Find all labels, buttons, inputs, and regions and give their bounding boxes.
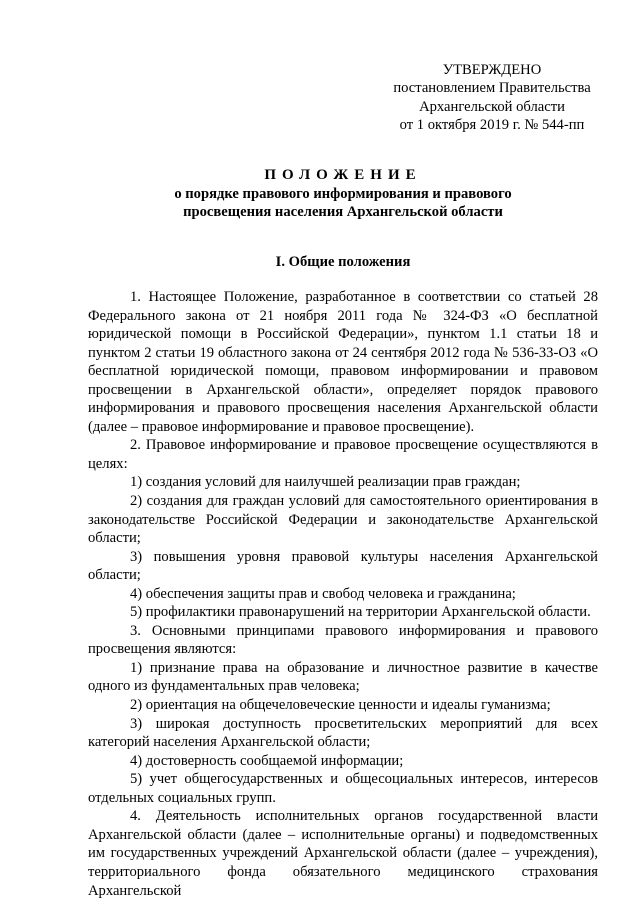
paragraph: 1) создания условий для наилучшей реализации прав граждан;	[130, 474, 521, 491]
document-title-heading: ПОЛОЖЕНИЕ	[264, 167, 422, 183]
paragraph: 2) ориентация на общечеловеческие ценности и идеалы гуманизма;	[130, 697, 551, 714]
approval-line-date: от 1 октября 2019 г. № 544-пп	[399, 117, 585, 134]
paragraph: 5) учет общегосударственных и общесоциальных интересов, интересов отдельных социальных групп.	[88, 771, 598, 806]
paragraph: 4. Деятельность исполнительных органов государственной власти Архангельской области (далее – исполнительные органы) и подведомственных им государственных учреждений Архангельской области (далее – учреждения), территориального фонда обязательного медицинского страхования Архангельской	[88, 808, 598, 899]
approval-stamp	[372, 61, 612, 135]
paragraph: 5) профилактики правонарушений на территории Архангельской области.	[130, 604, 591, 621]
paragraph: 3) широкая доступность просветительских мероприятий для всех категорий населения Архангельской области;	[88, 715, 598, 751]
document-title	[88, 166, 598, 222]
approval-line-region: Архангельской области	[419, 98, 565, 115]
approval-line-by-decree: постановлением Правительства	[393, 80, 591, 97]
paragraph: 4) достоверность сообщаемой информации;	[130, 752, 404, 769]
document-subtitle-line-1: о порядке правового информирования и правового	[174, 185, 512, 202]
paragraph: 4) обеспечения защиты прав и свобод человека и гражданина;	[130, 585, 516, 602]
paragraph: 2) создания для граждан условий для самостоятельного ориентирования в законодательстве Российской Федерации и законодательстве Архангельской области;	[88, 493, 598, 547]
document-subtitle-line-2: просвещения населения Архангельской области	[183, 204, 503, 221]
paragraph: 1. Настоящее Положение, разработанное в соответствии со статьей 28 Федерального закона от 21 ноября 2011 года № 324-ФЗ «О бесплатной юридической помощи в Российской Федерации», пунктом 1.1 статьи 18 и пунктом 2 статьи 19 областного закона от 24 сентября 2012 года № 536-33-ОЗ «О бесплатной юридической помощи, правовом информировании и правовом просвещении в Архангельской области», определяет порядок правового информирования и правового просвещения населения Архангельской области (далее – правовое информирование и правовое просвещение).	[88, 289, 598, 435]
approval-line-approved: УТВЕРЖДЕНО	[442, 62, 542, 78]
document-body	[88, 288, 598, 900]
paragraph: 1) признание права на образование и личностное развитие в качестве одного из фундаментальных прав человека;	[88, 659, 598, 695]
paragraph: 3) повышения уровня правовой культуры населения Архангельской области;	[88, 548, 598, 584]
paragraph: 3. Основными принципами правового информирования и правового просвещения являются:	[88, 622, 598, 658]
section-heading: I. Общие положения	[275, 254, 411, 270]
paragraph: 2. Правовое информирование и правовое просвещение осуществляются в целях:	[88, 437, 598, 472]
